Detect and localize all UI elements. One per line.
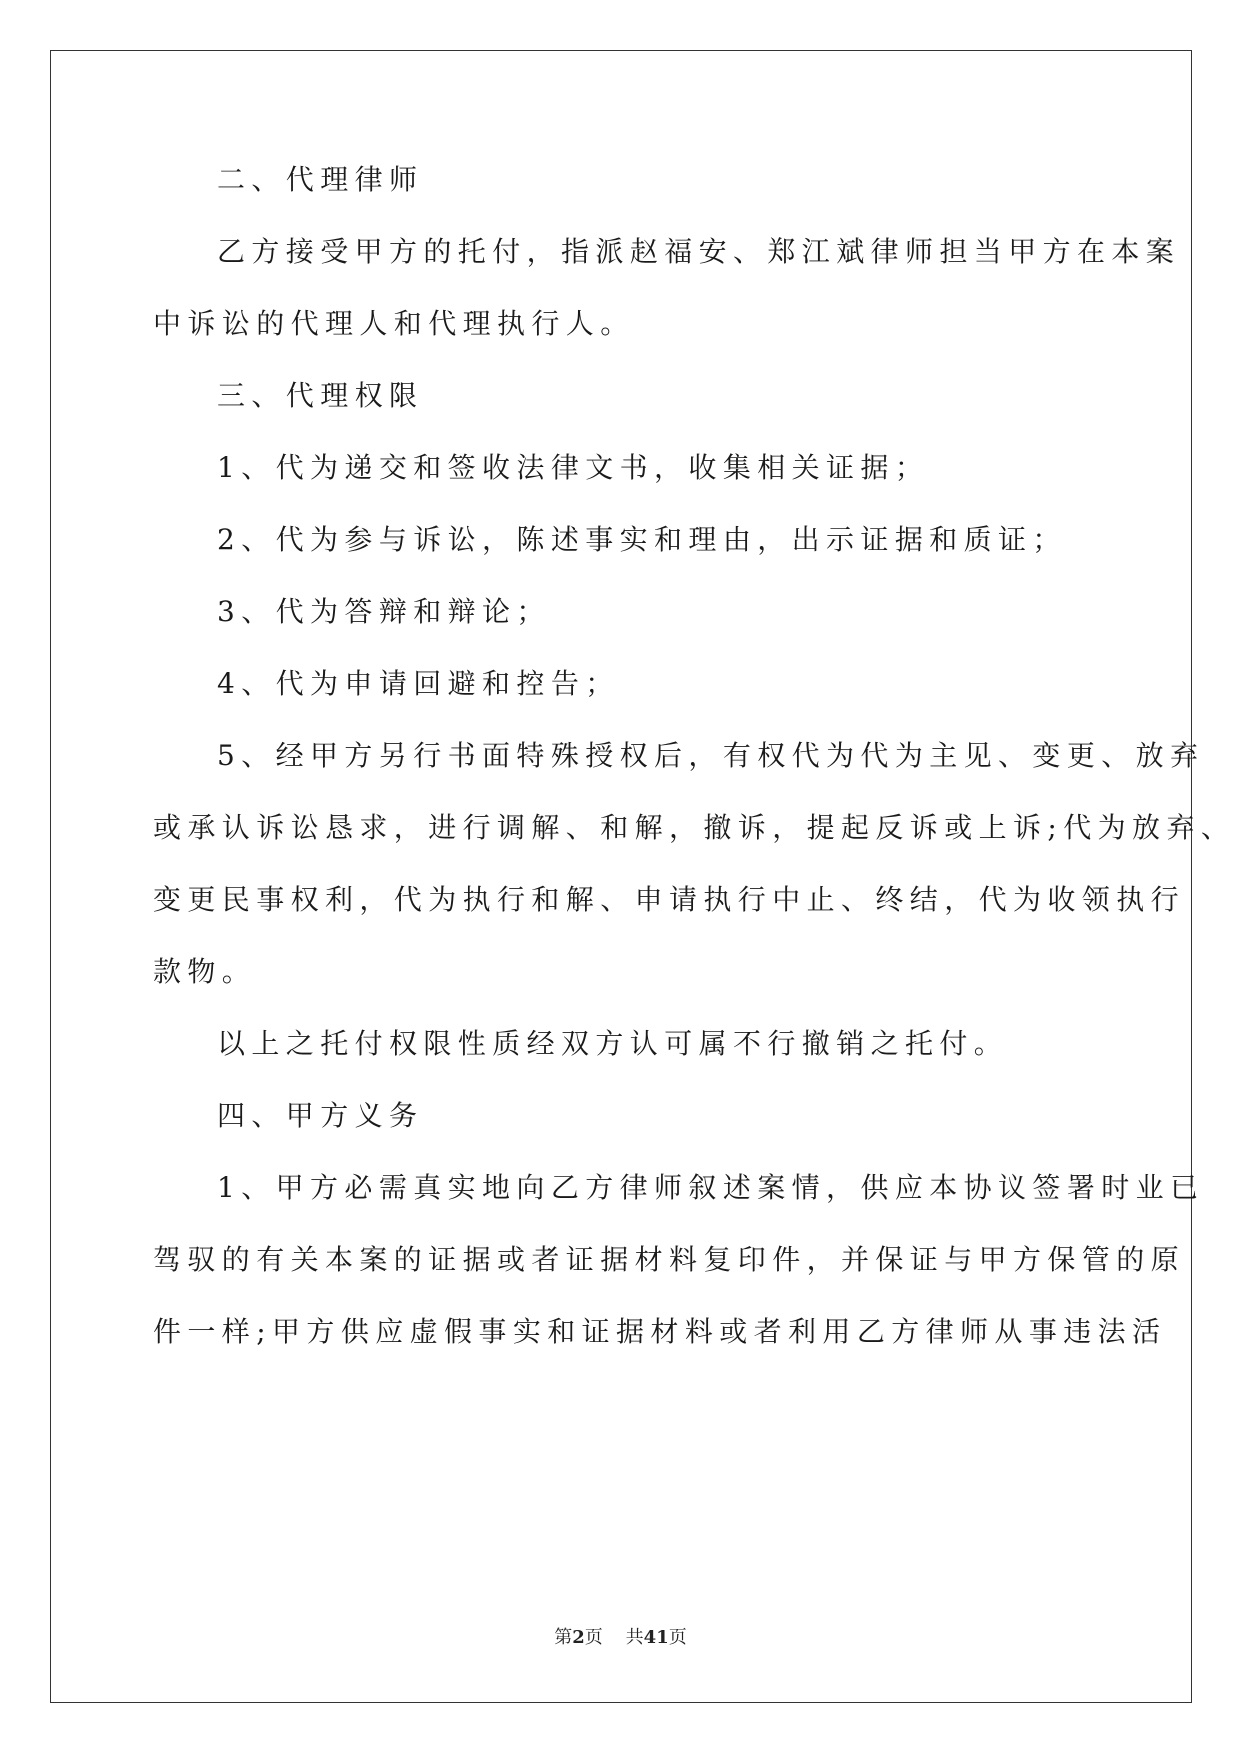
paragraph-line: 驾驭的有关本案的证据或者证据材料复印件，并保证与甲方保管的原 — [153, 1243, 1186, 1276]
page-footer — [0, 1626, 1241, 1650]
section-heading: 三、代理权限 — [217, 379, 424, 412]
footer-total-suffix: 页 — [668, 1627, 687, 1648]
paragraph-line: 乙方接受甲方的托付，指派赵福安、郑江斌律师担当甲方在本案 — [217, 235, 1181, 268]
paragraph-line: 件一样;甲方供应虚假事实和证据材料或者利用乙方律师从事违法活 — [153, 1315, 1167, 1348]
list-item: 1、代为递交和签收法律文书，收集相关证据； — [217, 451, 930, 484]
total-pages: 41 — [643, 1627, 669, 1648]
paragraph-line: 变更民事权利，代为执行和解、申请执行中止、终结，代为收领执行 — [153, 883, 1186, 916]
page-border — [50, 50, 1192, 1703]
section-heading: 四、甲方义务 — [217, 1099, 424, 1132]
list-item: 3、代为答辩和辩论； — [217, 595, 551, 628]
footer-page-suffix: 页 — [584, 1627, 603, 1648]
paragraph-line: 中诉讼的代理人和代理执行人。 — [153, 307, 635, 340]
footer-prefix: 第 — [554, 1627, 573, 1648]
list-item: 1、甲方必需真实地向乙方律师叙述案情，供应本协议签署时业已 — [217, 1171, 1205, 1204]
paragraph-line: 以上之托付权限性质经双方认可属不行撤销之托付。 — [217, 1027, 1009, 1060]
list-item: 4、代为申请回避和控告； — [217, 667, 620, 700]
list-item: 2、代为参与诉讼，陈述事实和理由，出示证据和质证； — [217, 523, 1067, 556]
paragraph-line: 款物。 — [153, 955, 257, 988]
paragraph-line: 或承认诉讼恳求，进行调解、和解，撤诉，提起反诉或上诉;代为放弃、 — [153, 811, 1236, 844]
section-heading: 二、代理律师 — [217, 163, 424, 196]
footer-total-prefix: 共 — [625, 1627, 644, 1648]
page-number: 2 — [572, 1627, 585, 1648]
list-item: 5、经甲方另行书面特殊授权后，有权代为代为主见、变更、放弃 — [217, 739, 1205, 772]
